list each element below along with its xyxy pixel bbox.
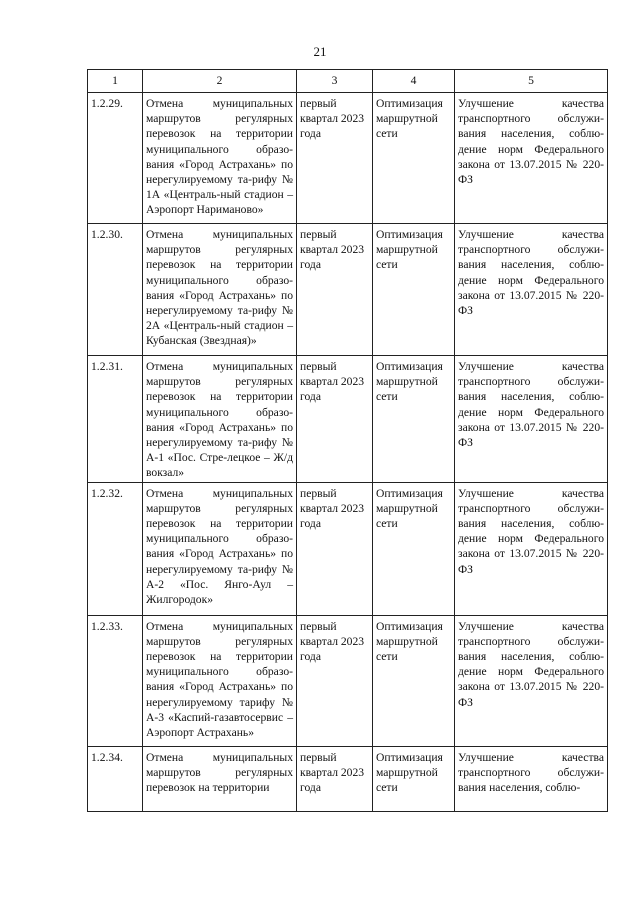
measure-description: Отмена муниципальных маршрутов регулярных перевозок на территории (143, 746, 297, 811)
table-header-row (88, 70, 608, 93)
expected-result: Улучшение качества транспортного обслужи-вания населения, соблю-дение норм Федерального закона от 13.07.2015 № 220-ФЗ (455, 615, 608, 746)
row-number: 1.2.29. (88, 93, 143, 224)
goal: Оптимизация маршрутной сети (373, 224, 455, 356)
row-number: 1.2.30. (88, 224, 143, 356)
row-number: 1.2.32. (88, 482, 143, 615)
goal: Оптимизация маршрутной сети (373, 615, 455, 746)
measure-description: Отмена муниципальных маршрутов регулярных перевозок на территории муниципального образо-вания «Город Астрахань» по нерегулируемому та-рифу № А-2 «Пос. Янго-Аул – Жилгородок» (143, 482, 297, 615)
table-row (88, 356, 608, 483)
table-row (88, 615, 608, 746)
measure-description: Отмена муниципальных маршрутов регулярных перевозок на территории муниципального образо-вания «Город Астрахань» по нерегулируемому та-рифу № А-1 «Пос. Стре-лецкое – Ж/д вокзал» (143, 356, 297, 483)
deadline: первый квартал 2023 года (297, 615, 373, 746)
measure-description: Отмена муниципальных маршрутов регулярных перевозок на территории муниципального образо-вания «Город Астрахань» по нерегулируемому та-рифу № 2А «Централь-ный стадион – Кубанская (Звездная)» (143, 224, 297, 356)
expected-result: Улучшение качества транспортного обслужи-вания населения, соблю-дение норм Федерального закона от 13.07.2015 № 220-ФЗ (455, 224, 608, 356)
table-row (88, 482, 608, 615)
table-row (88, 93, 608, 224)
deadline: первый квартал 2023 года (297, 224, 373, 356)
measures-table (87, 69, 608, 812)
goal: Оптимизация маршрутной сети (373, 746, 455, 811)
column-header-3: 3 (297, 70, 373, 93)
table-row (88, 224, 608, 356)
expected-result: Улучшение качества транспортного обслужи-вания населения, соблю- (455, 746, 608, 811)
deadline: первый квартал 2023 года (297, 93, 373, 224)
column-header-2: 2 (143, 70, 297, 93)
goal: Оптимизация маршрутной сети (373, 356, 455, 483)
column-header-1: 1 (88, 70, 143, 93)
deadline: первый квартал 2023 года (297, 482, 373, 615)
row-number: 1.2.33. (88, 615, 143, 746)
row-number: 1.2.31. (88, 356, 143, 483)
goal: Оптимизация маршрутной сети (373, 482, 455, 615)
column-header-4: 4 (373, 70, 455, 93)
table-row (88, 746, 608, 811)
expected-result: Улучшение качества транспортного обслужи-вания населения, соблю-дение норм Федерального закона от 13.07.2015 № 220-ФЗ (455, 356, 608, 483)
row-number: 1.2.34. (88, 746, 143, 811)
goal: Оптимизация маршрутной сети (373, 93, 455, 224)
measure-description: Отмена муниципальных маршрутов регулярных перевозок на территории муниципального образо-вания «Город Астрахань» по нерегулируемому тарифу № А-3 «Каспий-газавтосервис – Аэропорт Астрахань» (143, 615, 297, 746)
page-number: 21 (313, 44, 327, 59)
column-header-5: 5 (455, 70, 608, 93)
deadline: первый квартал 2023 года (297, 746, 373, 811)
expected-result: Улучшение качества транспортного обслужи-вания населения, соблю-дение норм Федерального закона от 13.07.2015 № 220-ФЗ (455, 93, 608, 224)
measure-description: Отмена муниципальных маршрутов регулярных перевозок на территории муниципального образо-вания «Город Астрахань» по нерегулируемому та-рифу № 1А «Централь-ный стадион – Аэропорт Нариманово» (143, 93, 297, 224)
expected-result: Улучшение качества транспортного обслужи-вания населения, соблю-дение норм Федерального закона от 13.07.2015 № 220-ФЗ (455, 482, 608, 615)
deadline: первый квартал 2023 года (297, 356, 373, 483)
